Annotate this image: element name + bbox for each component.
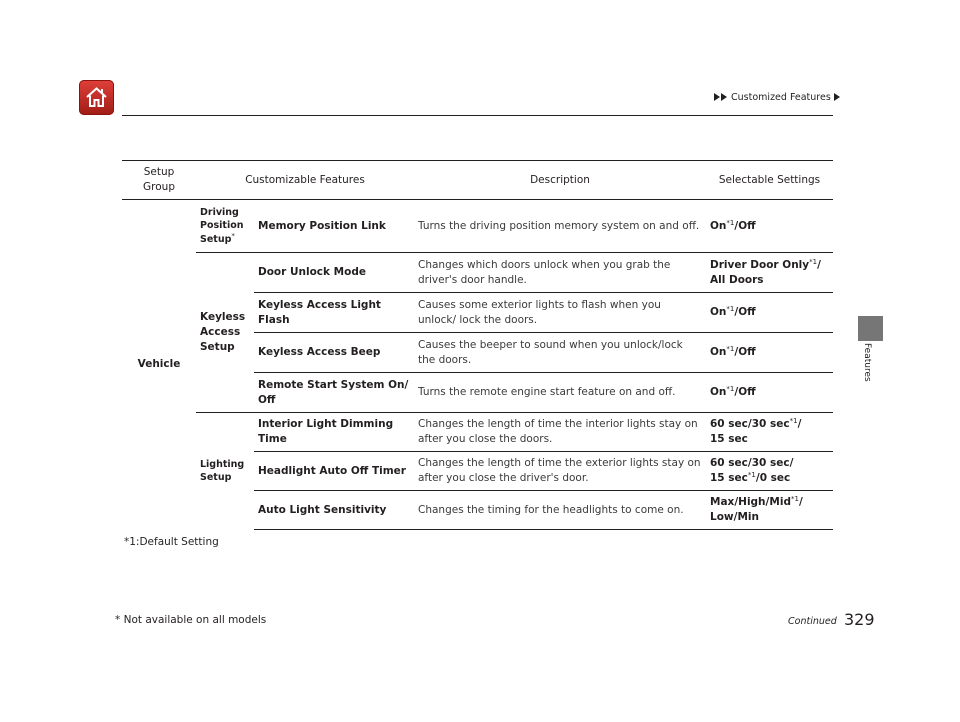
feature-label: Headlight Auto Off Timer	[254, 452, 414, 491]
section-tab[interactable]	[858, 316, 883, 341]
continued-label: Continued	[788, 616, 837, 627]
feature-label: Keyless Access Beep	[254, 333, 414, 373]
home-button[interactable]	[79, 80, 114, 115]
selectable-settings: 60 sec/30 sec/ 15 $\sec^{*1}/0$ sec	[706, 452, 833, 491]
feature-description: Causes the beeper to sound when you unlock/lock the doors.	[414, 333, 706, 373]
feature-description: Turns the driving position memory system on and off.	[418, 219, 700, 232]
customized-features-table	[122, 160, 833, 530]
subgroup-driving-position: Driving Position Setup*	[200, 206, 244, 245]
selectable-settings: On$^{*1}$/Off	[706, 333, 833, 373]
home-icon	[84, 85, 109, 110]
breadcrumb	[714, 92, 841, 103]
arrow-icon	[834, 93, 840, 101]
feature-description: Changes the length of time the interior lights stay on after you close the doors.	[414, 413, 706, 452]
col-header-description: Description	[414, 161, 706, 200]
col-header-group: Setup Group	[122, 161, 196, 200]
col-header-settings: Selectable Settings	[706, 161, 833, 200]
arrow-icon	[714, 93, 720, 101]
feature-label: Door Unlock Mode	[254, 253, 414, 293]
group-vehicle: Vehicle	[137, 358, 181, 371]
selectable-settings: Max/High/Mid$^{*1}$/ Low/Min	[706, 491, 833, 530]
selectable-settings: 60 sec/30 $\sec^{*1}/$ 15 sec	[706, 413, 833, 452]
col-header-feature: Customizable Features	[196, 161, 414, 200]
default-setting-footnote: *1:Default Setting	[124, 536, 219, 548]
selectable-settings: Driver Door Only$^{*1}$/ All Doors	[706, 253, 833, 293]
feature-label: Auto Light Sensitivity	[254, 491, 414, 530]
breadcrumb-customized-features[interactable]: Customized Features	[731, 92, 831, 103]
header-rule	[122, 115, 833, 116]
feature-label: Remote Start System On/ Off	[254, 373, 414, 413]
feature-description: Changes the timing for the headlights to come on.	[414, 491, 706, 530]
selectable-settings: On$^{*1}$/Off	[706, 373, 833, 413]
page-number: 329	[844, 610, 875, 629]
subgroup-lighting: Lighting Setup	[196, 413, 254, 530]
feature-label: Interior Light Dimming Time	[254, 413, 414, 452]
subgroup-keyless-access: Keyless Access Setup	[196, 253, 254, 413]
feature-label: Memory Position Link	[258, 219, 386, 232]
selectable-settings: On$^{*1}$/Off	[706, 293, 833, 333]
feature-description: Changes the length of time the exterior lights stay on after you close the driver's door.	[414, 452, 706, 491]
feature-label: Keyless Access Light Flash	[254, 293, 414, 333]
feature-description: Causes some exterior lights to flash when you unlock/ lock the doors.	[414, 293, 706, 333]
feature-description: Turns the remote engine start feature on and off.	[414, 373, 706, 413]
availability-note: * Not available on all models	[115, 614, 267, 626]
feature-description: Changes which doors unlock when you grab the driver's door handle.	[414, 253, 706, 293]
arrow-icon	[721, 93, 727, 101]
selectable-settings: On$^{*1}$/Off	[710, 218, 756, 232]
section-label: Features	[862, 343, 872, 382]
table-row	[122, 253, 833, 293]
table-row	[122, 200, 833, 253]
table-row	[122, 413, 833, 452]
